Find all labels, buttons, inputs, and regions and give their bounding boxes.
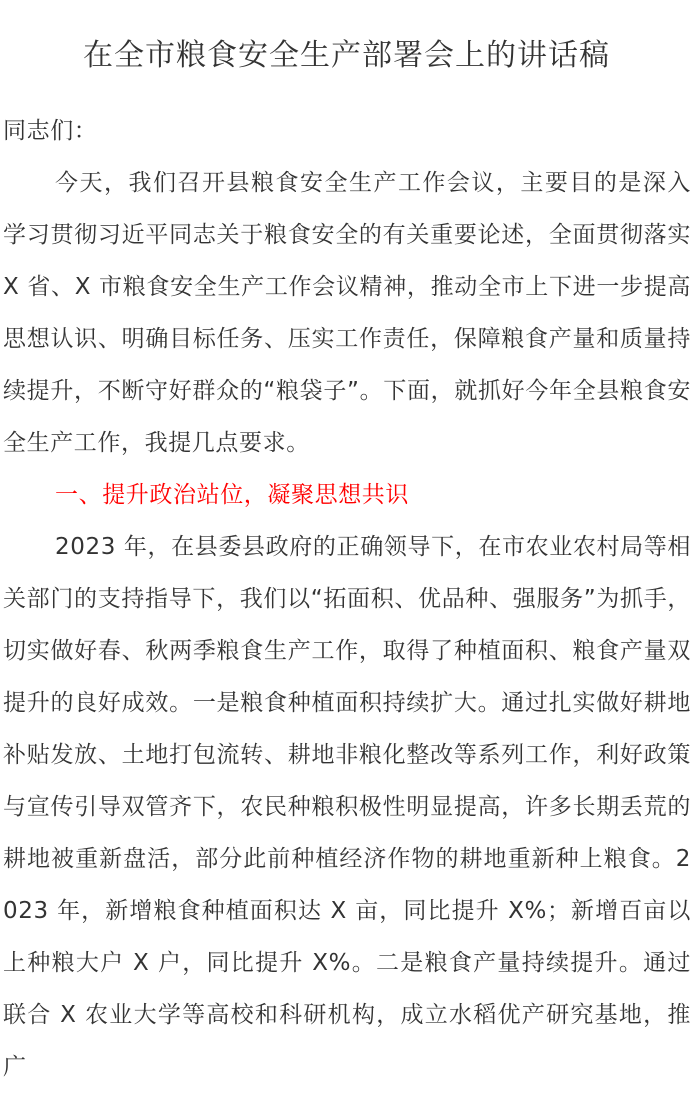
document-body [3,105,691,1093]
salutation: 同志们： [3,118,98,144]
section-paragraph: 2023 年，在县委县政府的正确领导下，在市农业农村局等相关部门的支持指导下，我们以“拓面积、优品种、强服务”为抓手，切实做好春、秋两季粮食生产工作，取得了种植面积、粮食产量双提升的良好成效。一是粮食种植面积持续扩大。通过扎实做好耕地补贴发放、土地打包流转、耕地非粮化整改等系列工作，利好政策与宣传引导双管齐下，农民种粮积极性明显提高，许多长期丢荒的耕地被重新盘活，部分此前种植经济作物的耕地重新种上粮食。2023 年，新增粮食种植面积达 X 亩，同比提升 X%；新增百亩以上种粮大户 X 户，同比提升 X%。二是粮食产量持续提升。通过联合 X 农业大学等高校和科研机构，成立水稻优产研究基地，推广 [3,534,691,1080]
document-title: 在全市粮食安全生产部署会上的讲话稿 [83,38,610,73]
opening-paragraph: 今天，我们召开县粮食安全生产工作会议，主要目的是深入学习贯彻习近平同志关于粮食安全的有关重要论述，全面贯彻落实 X 省、X 市粮食安全生产工作会议精神，推动全市上下进一步提高思想认识、明确目标任务、压实工作责任，保障粮食产量和质量持续提升，不断守好群众的“粮袋子”。下面，就抓好今年全县粮食安全生产工作，我提几点要求。 [3,170,691,456]
section-heading: 一、提升政治站位，凝聚思想共识 [55,482,409,508]
